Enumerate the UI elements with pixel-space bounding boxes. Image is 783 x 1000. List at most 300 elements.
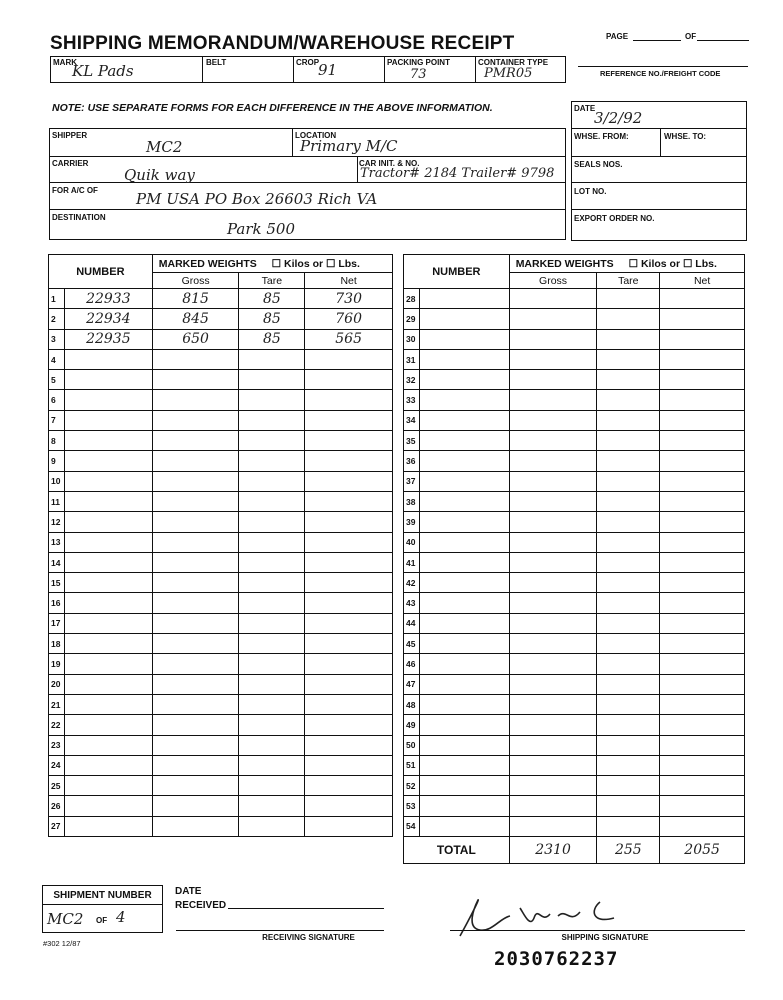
row-tare [597, 573, 660, 593]
row-number [64, 613, 152, 633]
row-net [660, 289, 745, 309]
row-index: 47 [404, 674, 420, 694]
table-row [404, 329, 745, 349]
table-row [404, 349, 745, 369]
kilos-lbs-label: ☐ Kilos or ☐ Lbs. [628, 257, 717, 270]
row-tare: 85 [239, 329, 305, 349]
row-gross: 815 [152, 289, 239, 309]
row-tare [597, 329, 660, 349]
row-number [64, 776, 152, 796]
table-row [404, 532, 745, 552]
table-row [404, 674, 745, 694]
row-number [64, 552, 152, 572]
row-index: 37 [404, 471, 420, 491]
row-tare [597, 471, 660, 491]
row-tare [239, 512, 305, 532]
row-net [305, 431, 393, 451]
table-row [49, 634, 393, 654]
row-tare [239, 532, 305, 552]
row-number [419, 776, 509, 796]
kilos-lbs-label: ☐ Kilos or ☐ Lbs. [271, 257, 360, 270]
table-row [49, 776, 393, 796]
table-row [404, 776, 745, 796]
row-index: 39 [404, 512, 420, 532]
whse-from-label: WHSE. FROM: [574, 132, 629, 141]
row-tare [597, 410, 660, 430]
row-tare [239, 370, 305, 390]
table-row [404, 735, 745, 755]
row-index: 36 [404, 451, 420, 471]
table-row [404, 613, 745, 633]
table-row [49, 329, 393, 349]
shipper-value: MC2 [146, 138, 183, 156]
table-row [49, 370, 393, 390]
table-row [404, 816, 745, 836]
form-note: NOTE: USE SEPARATE FORMS FOR EACH DIFFERENCE IN THE ABOVE INFORMATION. [52, 102, 493, 114]
row-gross [152, 796, 239, 816]
row-index: 9 [49, 451, 65, 471]
row-gross [152, 532, 239, 552]
row-number [419, 796, 509, 816]
row-gross: 650 [152, 329, 239, 349]
table-row [49, 796, 393, 816]
row-gross [152, 694, 239, 714]
divider [571, 209, 747, 210]
row-tare [239, 451, 305, 471]
row-tare [239, 390, 305, 410]
row-gross: 845 [152, 309, 239, 329]
row-index: 40 [404, 532, 420, 552]
row-net [660, 410, 745, 430]
whse-to-label: WHSE. TO: [664, 132, 707, 141]
row-tare [239, 715, 305, 735]
row-index: 17 [49, 613, 65, 633]
row-gross [152, 491, 239, 511]
row-gross [509, 289, 597, 309]
row-net [660, 370, 745, 390]
row-gross [152, 776, 239, 796]
tare-header: Tare [239, 273, 305, 289]
export-order-label: EXPORT ORDER NO. [574, 214, 655, 223]
table-row [49, 289, 393, 309]
table-row [404, 410, 745, 430]
table-row [49, 309, 393, 329]
net-header: Net [660, 273, 745, 289]
row-tare [597, 776, 660, 796]
row-tare [597, 634, 660, 654]
row-gross [509, 755, 597, 775]
divider [42, 904, 163, 905]
row-gross [509, 451, 597, 471]
row-index: 32 [404, 370, 420, 390]
row-net [660, 796, 745, 816]
divider [292, 128, 293, 156]
divider [475, 56, 476, 83]
destination-value: Park 500 [227, 220, 296, 238]
row-number [64, 654, 152, 674]
row-number [419, 694, 509, 714]
row-index: 31 [404, 349, 420, 369]
row-tare [239, 431, 305, 451]
of-label: OF [685, 32, 697, 41]
row-tare [239, 349, 305, 369]
number-header: NUMBER [404, 255, 510, 289]
gross-header: Gross [152, 273, 239, 289]
row-gross [152, 471, 239, 491]
divider [202, 56, 203, 83]
row-index: 52 [404, 776, 420, 796]
row-number [419, 309, 509, 329]
divider [571, 182, 747, 183]
row-gross [152, 634, 239, 654]
divider [571, 128, 747, 129]
weights-table-left [48, 254, 393, 837]
table-row [404, 309, 745, 329]
row-net [660, 694, 745, 714]
date-received-label: DATE RECEIVED [175, 886, 227, 911]
row-number [64, 573, 152, 593]
table-row [49, 654, 393, 674]
row-index: 2 [49, 309, 65, 329]
row-net [305, 552, 393, 572]
row-net: 730 [305, 289, 393, 309]
row-number [419, 451, 509, 471]
table-row [404, 796, 745, 816]
shipment-of-label: OF [96, 916, 108, 925]
row-gross [509, 512, 597, 532]
row-net: 760 [305, 309, 393, 329]
row-net [305, 471, 393, 491]
table-row [49, 390, 393, 410]
divider [357, 156, 358, 182]
row-number [64, 532, 152, 552]
row-net [305, 593, 393, 613]
table-row [49, 349, 393, 369]
row-gross [152, 390, 239, 410]
row-tare [597, 390, 660, 410]
row-net: 565 [305, 329, 393, 349]
row-index: 18 [49, 634, 65, 654]
row-tare [597, 755, 660, 775]
table-row [49, 410, 393, 430]
table-row [404, 451, 745, 471]
row-net [305, 532, 393, 552]
row-tare [239, 552, 305, 572]
table-row [49, 715, 393, 735]
table-row [404, 512, 745, 532]
row-tare [597, 796, 660, 816]
row-net [660, 674, 745, 694]
row-number [64, 390, 152, 410]
row-net [660, 573, 745, 593]
row-gross [509, 593, 597, 613]
row-tare [597, 715, 660, 735]
number-header: NUMBER [49, 255, 153, 289]
row-number [64, 674, 152, 694]
row-gross [509, 796, 597, 816]
table-row [49, 451, 393, 471]
belt-label: BELT [206, 58, 227, 67]
row-index: 8 [49, 431, 65, 451]
row-gross [509, 694, 597, 714]
row-gross [152, 451, 239, 471]
row-net [305, 613, 393, 633]
row-index: 14 [49, 552, 65, 572]
table-row [404, 694, 745, 714]
row-net [660, 431, 745, 451]
row-gross [509, 816, 597, 836]
row-tare [239, 796, 305, 816]
row-index: 16 [49, 593, 65, 613]
row-gross [152, 715, 239, 735]
reference-line [578, 66, 748, 67]
divider [293, 56, 294, 83]
total-label: TOTAL [404, 837, 510, 864]
row-index: 12 [49, 512, 65, 532]
row-index: 26 [49, 796, 65, 816]
table-row [404, 370, 745, 390]
row-index: 49 [404, 715, 420, 735]
row-number [419, 573, 509, 593]
table-row [404, 573, 745, 593]
row-index: 48 [404, 694, 420, 714]
date-value: 3/2/92 [594, 109, 643, 127]
row-number [64, 451, 152, 471]
for-ac-label: FOR A/C OF [52, 186, 98, 195]
row-tare [239, 573, 305, 593]
row-net [305, 776, 393, 796]
marked-weights-header [152, 255, 392, 273]
car-init-value: Tractor# 2184 Trailer# 9798 [360, 166, 555, 181]
table-row [404, 593, 745, 613]
row-index: 22 [49, 715, 65, 735]
row-net [660, 309, 745, 329]
row-gross [152, 613, 239, 633]
shipment-of-value: 4 [116, 908, 126, 926]
row-number [64, 431, 152, 451]
row-index: 41 [404, 552, 420, 572]
row-number [64, 593, 152, 613]
crop-label: CROP [296, 58, 320, 67]
row-index: 5 [49, 370, 65, 390]
page-label: PAGE [606, 32, 629, 41]
row-index: 43 [404, 593, 420, 613]
row-index: 25 [49, 776, 65, 796]
shipment-number-label: SHIPMENT NUMBER [53, 890, 152, 901]
row-tare [239, 410, 305, 430]
row-gross [152, 552, 239, 572]
row-index: 51 [404, 755, 420, 775]
row-net [305, 674, 393, 694]
row-tare [239, 694, 305, 714]
row-number [419, 532, 509, 552]
row-gross [509, 390, 597, 410]
table-row [404, 715, 745, 735]
lot-label: LOT NO. [574, 187, 607, 196]
row-gross [152, 735, 239, 755]
row-tare [597, 349, 660, 369]
row-tare [597, 654, 660, 674]
location-value: Primary M/C [300, 137, 398, 155]
row-net [305, 512, 393, 532]
row-index: 50 [404, 735, 420, 755]
row-number [64, 755, 152, 775]
row-gross [509, 491, 597, 511]
form-title: SHIPPING MEMORANDUM/WAREHOUSE RECEIPT [50, 33, 515, 54]
row-tare [597, 370, 660, 390]
mark-value: KL Pads [72, 62, 134, 80]
row-number [64, 349, 152, 369]
row-tare [239, 593, 305, 613]
location-label: LOCATION [295, 131, 337, 140]
row-index: 24 [49, 755, 65, 775]
reference-label: REFERENCE NO./FREIGHT CODE [600, 69, 721, 78]
row-number [419, 613, 509, 633]
row-index: 21 [49, 694, 65, 714]
container-type-label: CONTAINER TYPE [478, 58, 549, 67]
row-index: 34 [404, 410, 420, 430]
row-tare [597, 613, 660, 633]
gross-header: Gross [509, 273, 597, 289]
row-tare [239, 674, 305, 694]
row-net [660, 755, 745, 775]
row-net [660, 491, 745, 511]
row-number [64, 410, 152, 430]
row-tare [597, 431, 660, 451]
row-index: 42 [404, 573, 420, 593]
receiving-signature-line [176, 930, 384, 931]
row-tare [239, 735, 305, 755]
table-row [404, 289, 745, 309]
row-number [419, 674, 509, 694]
row-number [419, 289, 509, 309]
table-row [49, 573, 393, 593]
row-net [660, 735, 745, 755]
row-tare [597, 694, 660, 714]
row-gross [509, 370, 597, 390]
shipper-label: SHIPPER [52, 131, 88, 140]
document-number: 2030762237 [494, 948, 619, 970]
destination-label: DESTINATION [52, 213, 106, 222]
for-ac-value: PM USA PO Box 26603 Rich VA [136, 190, 378, 208]
row-tare [597, 593, 660, 613]
row-tare [597, 309, 660, 329]
row-net [660, 512, 745, 532]
row-tare: 85 [239, 289, 305, 309]
row-tare [239, 816, 305, 836]
row-gross [152, 674, 239, 694]
row-number [419, 349, 509, 369]
divider [384, 56, 385, 83]
row-index: 35 [404, 431, 420, 451]
row-number [419, 390, 509, 410]
packing-point-value: 73 [410, 67, 427, 82]
of-line [697, 40, 749, 41]
row-number [419, 735, 509, 755]
row-index: 13 [49, 532, 65, 552]
marked-weights-label: MARKED WEIGHTS [515, 257, 614, 270]
row-number: 22935 [64, 329, 152, 349]
row-tare: 85 [239, 309, 305, 329]
divider [571, 156, 747, 157]
row-index: 28 [404, 289, 420, 309]
row-net [660, 634, 745, 654]
row-net [660, 532, 745, 552]
row-gross [509, 715, 597, 735]
row-index: 15 [49, 573, 65, 593]
row-net [660, 654, 745, 674]
row-number [419, 431, 509, 451]
row-number: 22934 [64, 309, 152, 329]
row-net [660, 471, 745, 491]
row-gross [152, 431, 239, 451]
row-index: 33 [404, 390, 420, 410]
crop-value: 91 [318, 61, 338, 79]
row-number [419, 512, 509, 532]
row-net [305, 796, 393, 816]
row-gross [509, 735, 597, 755]
row-number [64, 796, 152, 816]
row-gross [152, 593, 239, 613]
row-gross [152, 573, 239, 593]
row-number [419, 491, 509, 511]
table-row [404, 471, 745, 491]
row-index: 38 [404, 491, 420, 511]
row-number [64, 634, 152, 654]
row-net [660, 349, 745, 369]
row-gross [509, 532, 597, 552]
weights-table-right [403, 254, 745, 864]
row-number [419, 715, 509, 735]
row-index: 54 [404, 816, 420, 836]
carrier-value: Quik way [124, 166, 195, 184]
row-number [419, 471, 509, 491]
shipment-number-value: MC2 [47, 910, 84, 928]
table-row [49, 816, 393, 836]
row-number [64, 491, 152, 511]
row-index: 20 [49, 674, 65, 694]
row-number [419, 654, 509, 674]
table-row [49, 674, 393, 694]
row-tare [239, 613, 305, 633]
table-row [49, 512, 393, 532]
row-net [660, 715, 745, 735]
table-row [404, 390, 745, 410]
row-index: 7 [49, 410, 65, 430]
row-index: 23 [49, 735, 65, 755]
row-gross [509, 654, 597, 674]
row-number [64, 471, 152, 491]
row-net [660, 329, 745, 349]
row-tare [597, 491, 660, 511]
table-row [404, 431, 745, 451]
row-tare [597, 735, 660, 755]
row-net [305, 390, 393, 410]
row-tare [597, 532, 660, 552]
row-number [64, 370, 152, 390]
table-row [49, 491, 393, 511]
form-code: #302 12/87 [43, 939, 81, 948]
table-row [49, 694, 393, 714]
row-net [660, 613, 745, 633]
row-number [419, 755, 509, 775]
row-index: 11 [49, 491, 65, 511]
row-tare [597, 816, 660, 836]
row-index: 29 [404, 309, 420, 329]
net-header: Net [305, 273, 393, 289]
row-gross [509, 329, 597, 349]
packing-point-label: PACKING POINT [387, 58, 450, 67]
